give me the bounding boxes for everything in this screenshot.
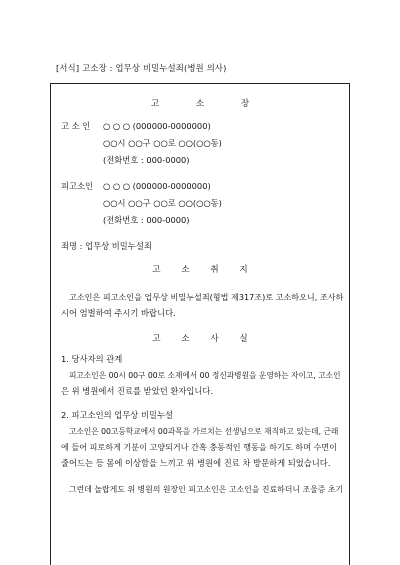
charge-line: 죄명 : 업무상 비밀누설죄 — [61, 241, 152, 251]
section2-heading: 2. 피고소인의 업무상 비밀누설 — [61, 410, 174, 420]
purpose-heading — [51, 263, 349, 275]
section2-line-1: 고소인은 00고등학교에서 00과목을 가르치는 선생님으로 재직하고 있는데, 근래 — [69, 427, 339, 436]
document-title — [51, 97, 349, 109]
purpose-line-2: 시어 엄벌하여 주시기 바랍니다. — [61, 308, 176, 318]
accused-phone: (전화번호 : 000-0000) — [103, 215, 190, 225]
accused-address: ○○시 ○○구 ○○로 ○○(○○동) — [103, 198, 222, 208]
document-frame — [50, 83, 350, 565]
document-title-text: 고 소 장 — [150, 99, 250, 109]
accused-label: 피고소인 — [61, 181, 94, 191]
facts-heading-text: 고 소 사 실 — [152, 334, 248, 344]
complainant-label: 고 소 인 — [61, 121, 91, 131]
facts-heading — [51, 332, 349, 344]
complainant-phone: (전화번호 : 000-0000) — [103, 155, 190, 165]
form-caption: [서식] 고소장 : 업무상 비밀누설죄(병원 의사) — [56, 63, 227, 73]
complainant-name: ○ ○ ○ (000000-0000000) — [103, 121, 211, 131]
accused-name: ○ ○ ○ (000000-0000000) — [103, 181, 211, 191]
purpose-line-1: 고소인은 피고소인을 업무상 비밀누설죄(형법 제317조)로 고소하오니, 조사하 — [69, 292, 344, 302]
section1-line-2: 은 위 병원에서 진료를 받았던 환자입니다. — [61, 386, 214, 396]
section2-line-3: 줄어드는 등 몸에 이상함을 느끼고 위 병원에 진료 차 방문하게 되었습니다. — [61, 458, 331, 468]
section1-line-1: 피고소인은 00시 00구 00로 소재에서 00 정신과병원을 운영하는 자이고, 고소인 — [69, 371, 341, 380]
section2-line-2: 에 들어 피로하게 기분이 고양되거나 간혹 충동적인 행동을 하기도 하며 수면이 — [61, 442, 337, 452]
complainant-address: ○○시 ○○구 ○○로 ○○(○○동) — [103, 138, 222, 148]
purpose-heading-text: 고 소 취 지 — [152, 265, 248, 275]
section1-heading: 1. 당사자의 관계 — [61, 354, 123, 364]
section2-continuation: 그런데 놀랍게도 위 병원의 원장인 피고소인은 고소인을 진료하더니 조울증 초기 — [69, 485, 344, 494]
